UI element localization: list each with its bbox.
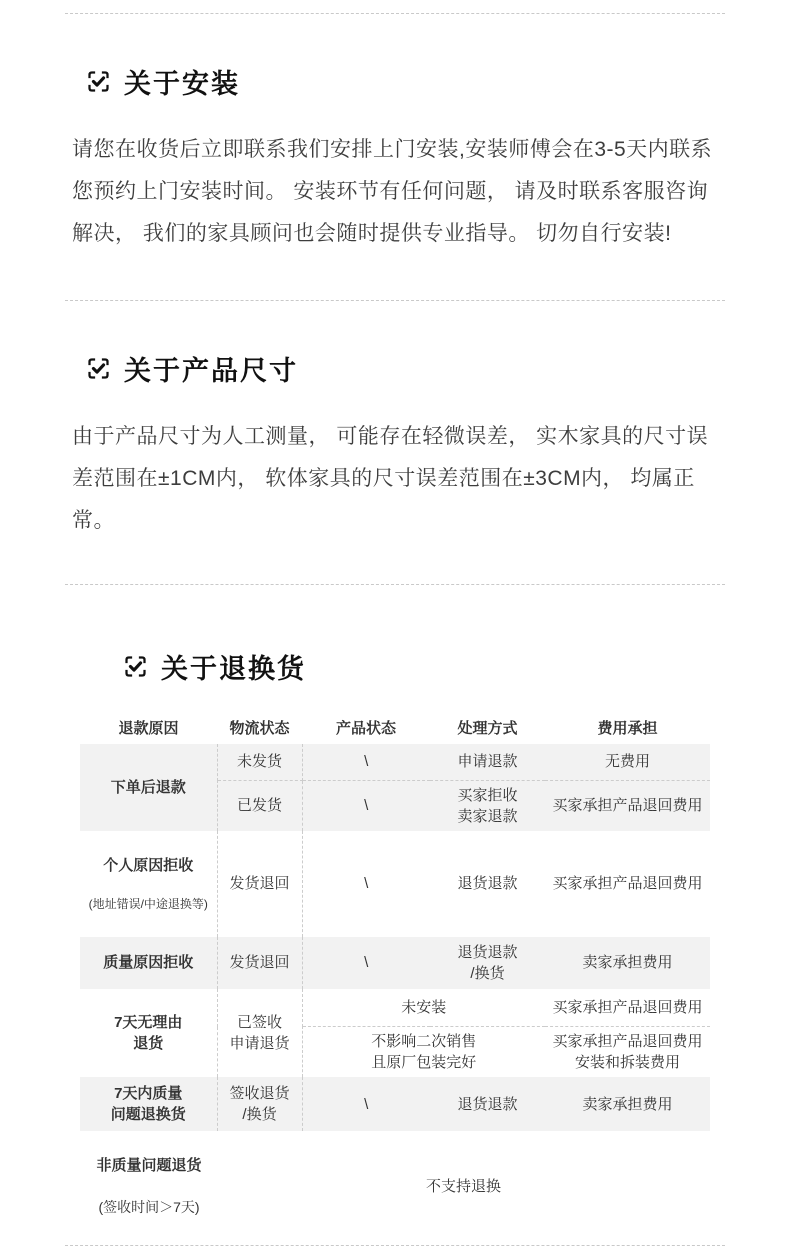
cell-cost: 卖家承担费用 xyxy=(545,937,710,989)
cell-logistics: 发货退回 xyxy=(217,937,302,989)
table-row xyxy=(80,1077,710,1131)
cell-product: 未安装 xyxy=(302,989,545,1027)
cell-reason: 7天内质量 问题退换货 xyxy=(80,1077,217,1131)
cell-logistics: 未发货 xyxy=(217,744,302,780)
check-frame-icon xyxy=(85,355,112,382)
cell-product: \ xyxy=(302,831,430,937)
check-frame-icon xyxy=(122,653,149,680)
cell-product: \ xyxy=(302,937,430,989)
cell-logistics: 已发货 xyxy=(217,780,302,831)
dashed-divider xyxy=(65,300,725,301)
reason-note: (地址错误/中途退换等) xyxy=(88,896,208,911)
section-title-returns xyxy=(122,647,725,686)
table-row xyxy=(80,744,710,780)
cell-cost: 买家承担产品退回费用 xyxy=(545,831,710,937)
cell-cost: 卖家承担费用 xyxy=(545,1077,710,1131)
cell-cost: 买家承担产品退回费用 安装和拆装费用 xyxy=(545,1027,710,1078)
cell-logistics: 发货退回 xyxy=(217,831,302,937)
section-title-text: 关于安装 xyxy=(124,69,240,99)
cell-product: 不影响二次销售 且原厂包装完好 xyxy=(302,1027,545,1078)
col-header-product: 产品状态 xyxy=(302,710,430,744)
cell-logistics: 已签收 申请退货 xyxy=(217,989,302,1078)
section-title-install xyxy=(85,62,725,101)
table-row xyxy=(80,831,710,937)
dashed-divider xyxy=(65,584,725,585)
reason-note: (签收时间＞7天) xyxy=(98,1199,200,1215)
cell-handling: 退货退款 /换货 xyxy=(430,937,545,989)
cell-logistics: 签收退货 /换货 xyxy=(217,1077,302,1131)
cell-cost: 买家承担产品退回费用 xyxy=(545,780,710,831)
reason-text: 个人原因拒收 xyxy=(103,856,194,874)
cell-policy: 不支持退换 xyxy=(217,1131,710,1242)
table-row xyxy=(80,937,710,989)
returns-table xyxy=(80,710,710,1242)
section-title-dimensions xyxy=(85,349,725,388)
cell-handling: 申请退款 xyxy=(430,744,545,780)
cell-handling: 退货退款 xyxy=(430,1077,545,1131)
cell-reason: 质量原因拒收 xyxy=(80,937,217,989)
cell-product: \ xyxy=(302,1077,430,1131)
table-header-row xyxy=(80,710,710,744)
dimensions-description: 由于产品尺寸为人工测量， 可能存在轻微误差， 实木家具的尺寸误差范围在±1CM内， 软体家具的尺寸误差范围在±3CM内， 均属正常。 xyxy=(72,425,709,532)
cell-reason: 7天无理由 退货 xyxy=(80,989,217,1078)
cell-cost: 无费用 xyxy=(545,744,710,780)
policy-page xyxy=(65,13,725,1246)
reason-text: 非质量问题退货 xyxy=(96,1157,202,1174)
section-title-text: 关于退换货 xyxy=(161,654,306,684)
cell-handling: 买家拒收 卖家退款 xyxy=(430,780,545,831)
col-header-handling: 处理方式 xyxy=(430,710,545,744)
check-frame-icon xyxy=(85,68,112,95)
cell-cost: 买家承担产品退回费用 xyxy=(545,989,710,1027)
cell-reason: 下单后退款 xyxy=(80,744,217,831)
cell-product: \ xyxy=(302,780,430,831)
section-title-text: 关于产品尺寸 xyxy=(124,356,298,386)
col-header-logistics: 物流状态 xyxy=(217,710,302,744)
dashed-divider xyxy=(65,13,725,14)
col-header-cost: 费用承担 xyxy=(545,710,710,744)
table-row xyxy=(80,989,710,1027)
install-description: 请您在收货后立即联系我们安排上门安装,安装师傅会在3-5天内联系您预约上门安装时间。 安装环节有任何问题， 请及时联系客服咨询解决， 我们的家具顾问也会随时提供专业指导。 切勿自行安装! xyxy=(72,138,713,245)
col-header-reason: 退款原因 xyxy=(80,710,217,744)
cell-product: \ xyxy=(302,744,430,780)
cell-reason xyxy=(80,831,217,937)
cell-handling: 退货退款 xyxy=(430,831,545,937)
